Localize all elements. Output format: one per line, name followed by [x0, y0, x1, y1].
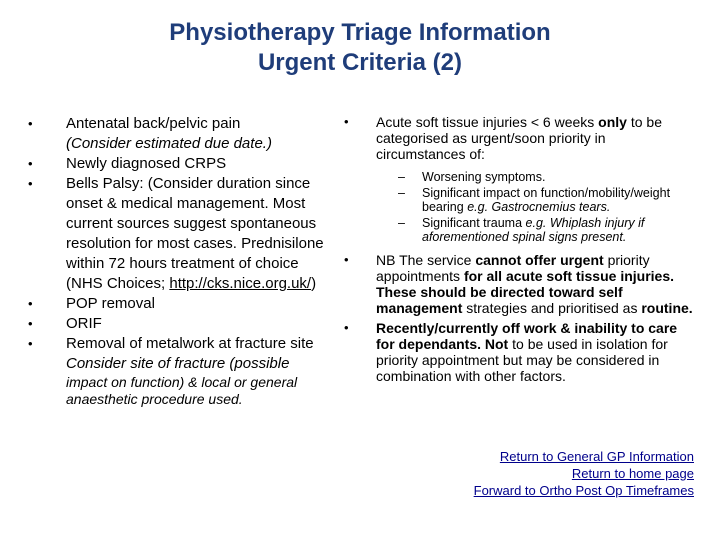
bullet-icon: • — [344, 114, 349, 129]
list-item-off-work — [344, 320, 694, 384]
worsening-text: Worsening symptoms. — [422, 170, 546, 184]
link-ortho-post-op-timeframes[interactable]: Forward to Ortho Post Op Timeframes — [473, 483, 694, 498]
nb-text-e: strategies and prioritised as — [462, 300, 642, 316]
nb-text-f: routine. — [641, 300, 693, 316]
left-bullet-list — [28, 114, 338, 408]
nb-text-d: for all acute soft tissue injuries. These should be directed toward self management — [376, 268, 675, 316]
metalwork-note-2: impact on function) & local or general anaesthetic procedure used. — [66, 374, 298, 407]
acute-text-only: only — [598, 114, 627, 130]
trauma-text: Significant trauma — [422, 216, 526, 230]
bullet-icon: • — [28, 176, 33, 191]
off-work-text-b: to be used in isolation for priority appointment but may be considered in combination with other factors. — [376, 336, 668, 384]
nice-cks-link[interactable]: http://cks.nice.org.uk/ — [169, 275, 312, 292]
nb-text-b: cannot offer urgent — [475, 252, 604, 268]
bullet-icon: • — [28, 156, 33, 171]
orif-label: ORIF — [66, 315, 102, 332]
link-home-page[interactable]: Return to home page — [571, 466, 694, 481]
page-title — [0, 18, 720, 78]
off-work-text-a: Recently/currently off work & inability to care for dependants. Not — [376, 320, 678, 352]
dash-icon: – — [398, 216, 405, 230]
title-line-2: Urgent Criteria (2) — [257, 49, 463, 76]
antenatal-note: (Consider estimated due date.) — [66, 135, 272, 152]
list-item-nb-service — [344, 252, 694, 316]
trauma-example: e.g. Whiplash injury if aforementioned spinal signs present. — [422, 216, 645, 244]
antenatal-label: Antenatal back/pelvic pain — [66, 115, 241, 132]
list-item-acute-soft-tissue — [344, 114, 694, 162]
sub-item-trauma — [344, 216, 694, 244]
metalwork-label: Removal of metalwork at fracture site — [66, 335, 314, 352]
bullet-icon: • — [28, 336, 33, 351]
nb-text-a: NB The service — [376, 252, 476, 268]
list-item-bells-palsy — [28, 174, 338, 294]
function-impact-example: e.g. Gastrocnemius tears. — [467, 200, 611, 214]
title-line-1: Physiotherapy Triage Information — [169, 19, 551, 46]
link-general-gp-information[interactable]: Return to General GP Information — [499, 449, 694, 464]
dash-icon: – — [398, 186, 405, 200]
bells-palsy-text: Bells Palsy: (Consider duration since onset & medical management. Most current sources suggest spontaneous resolution for most cases. Prednisilone within 72 hours treatment of choice (NHS Choices; — [66, 175, 324, 292]
list-item-pop-removal — [28, 294, 338, 314]
bells-palsy-end: ) — [311, 275, 317, 292]
metalwork-note-1: Consider site of fracture (possible — [66, 355, 290, 372]
list-item-orif — [28, 314, 338, 334]
bullet-icon: • — [28, 316, 33, 331]
bullet-icon: • — [28, 116, 33, 131]
nb-text-c: priority appointments — [376, 252, 650, 284]
bullet-icon: • — [344, 252, 349, 267]
list-item-metalwork — [28, 334, 338, 408]
dash-icon: – — [398, 170, 405, 184]
list-item-crps — [28, 154, 338, 174]
acute-text-a: Acute soft tissue injuries < 6 weeks — [376, 114, 599, 130]
bullet-icon: • — [344, 320, 349, 335]
pop-removal-label: POP removal — [66, 295, 155, 312]
navigation-links — [474, 448, 694, 499]
right-bullet-list — [344, 114, 694, 384]
sub-item-function-impact — [344, 186, 694, 214]
crps-label: Newly diagnosed CRPS — [66, 155, 227, 172]
function-impact-text: Significant impact on function/mobility/weight bearing — [422, 186, 671, 214]
acute-text-c: to be categorised as urgent/soon priority in circumstances of: — [376, 114, 662, 162]
list-item-antenatal — [28, 114, 338, 154]
bullet-icon: • — [28, 296, 33, 311]
sub-item-worsening — [344, 170, 694, 184]
